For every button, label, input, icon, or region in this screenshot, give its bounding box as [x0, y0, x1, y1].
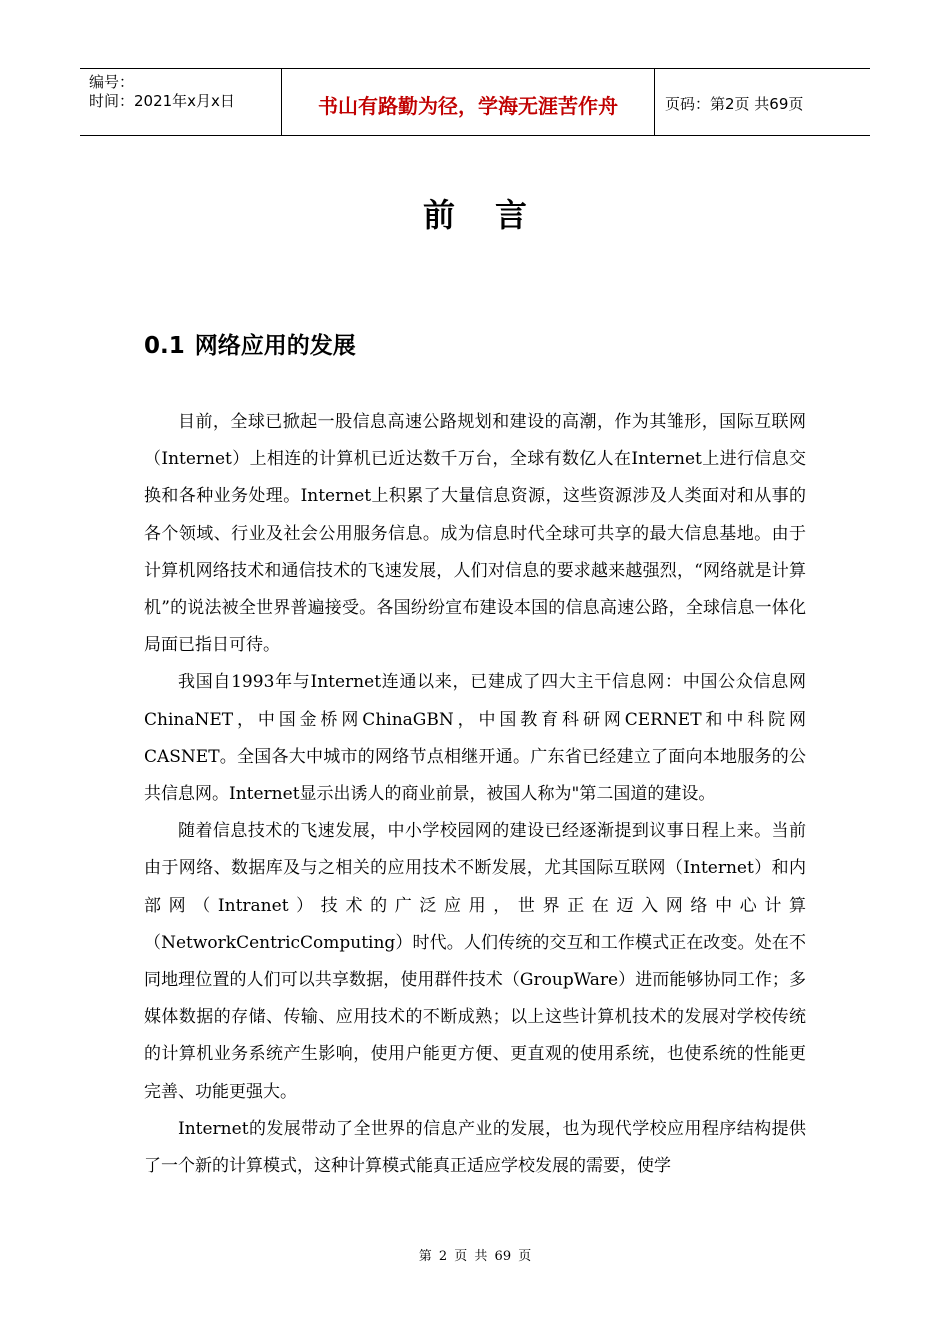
header-meta	[80, 69, 282, 135]
section-heading	[144, 327, 356, 360]
body-text	[144, 404, 806, 1185]
header-page-info-cell	[655, 69, 870, 135]
header-motto: 书山有路勤为径，学海无涯苦作舟	[318, 93, 618, 118]
paragraph: Internet的发展带动了全世界的信息产业的发展，也为现代学校应用程序结构提供了一个新的计算模式，这种计算模式能真正适应学校发展的需要，使学	[144, 1118, 806, 1177]
document-code-label: 编号：	[89, 73, 135, 91]
header-motto-cell	[282, 69, 655, 135]
paragraph: 我国自1993年与Internet连通以来，已建成了四大主干信息网：中国公众信息网ChinaNET，中国金桥网ChinaGBN，中国教育科研网CERNET和中科院网CASNET。全国各大中城市的网络节点相继开通。广东省已经建立了面向本地服务的公共信息网。Internet显示出诱人的商业前景，被国人称为"第二国道的建设。	[144, 672, 806, 805]
document-header	[80, 68, 870, 136]
section-number: 0.1	[144, 333, 185, 359]
page-title: 前言	[422, 196, 567, 234]
page-footer: 第 2 页 共 69 页	[418, 1249, 532, 1264]
paragraph: 随着信息技术的飞速发展，中小学校园网的建设已经逐渐提到议事日程上来。当前由于网络、数据库及与之相关的应用技术不断发展，尤其国际互联网（Internet）和内部网（Intranet）技术的广泛应用，世界正在迈入网络中心计算（NetworkCentricComputing）时代。人们传统的交互和工作模式正在改变。处在不同地理位置的人们可以共享数据，使用群件技术（GroupWare）进而能够协同工作；多媒体数据的存储、传输、应用技术的不断成熟；以上这些计算机技术的发展对学校传统的计算机业务系统产生影响，使用户能更方便、更直观的使用系统，也使系统的性能更完善、功能更强大。	[144, 821, 806, 1102]
section-title: 网络应用的发展	[194, 333, 356, 359]
document-date-label: 时间：2021年x月x日	[89, 92, 235, 110]
paragraph: 目前，全球已掀起一股信息高速公路规划和建设的高潮，作为其雏形，国际互联网（Internet）上相连的计算机已近达数千万台，全球有数亿人在Internet上进行信息交换和各种业务处理。Internet上积累了大量信息资源，这些资源涉及人类面对和从事的各个领域、行业及社会公用服务信息。成为信息时代全球可共享的最大信息基地。由于计算机网络技术和通信技术的飞速发展，人们对信息的要求越来越强烈，“网络就是计算机”的说法被全世界普遍接受。各国纷纷宣布建设本国的信息高速公路，全球信息一体化局面已指日可待。	[144, 412, 806, 656]
header-page-info: 页码：第2页 共69页	[665, 94, 804, 113]
